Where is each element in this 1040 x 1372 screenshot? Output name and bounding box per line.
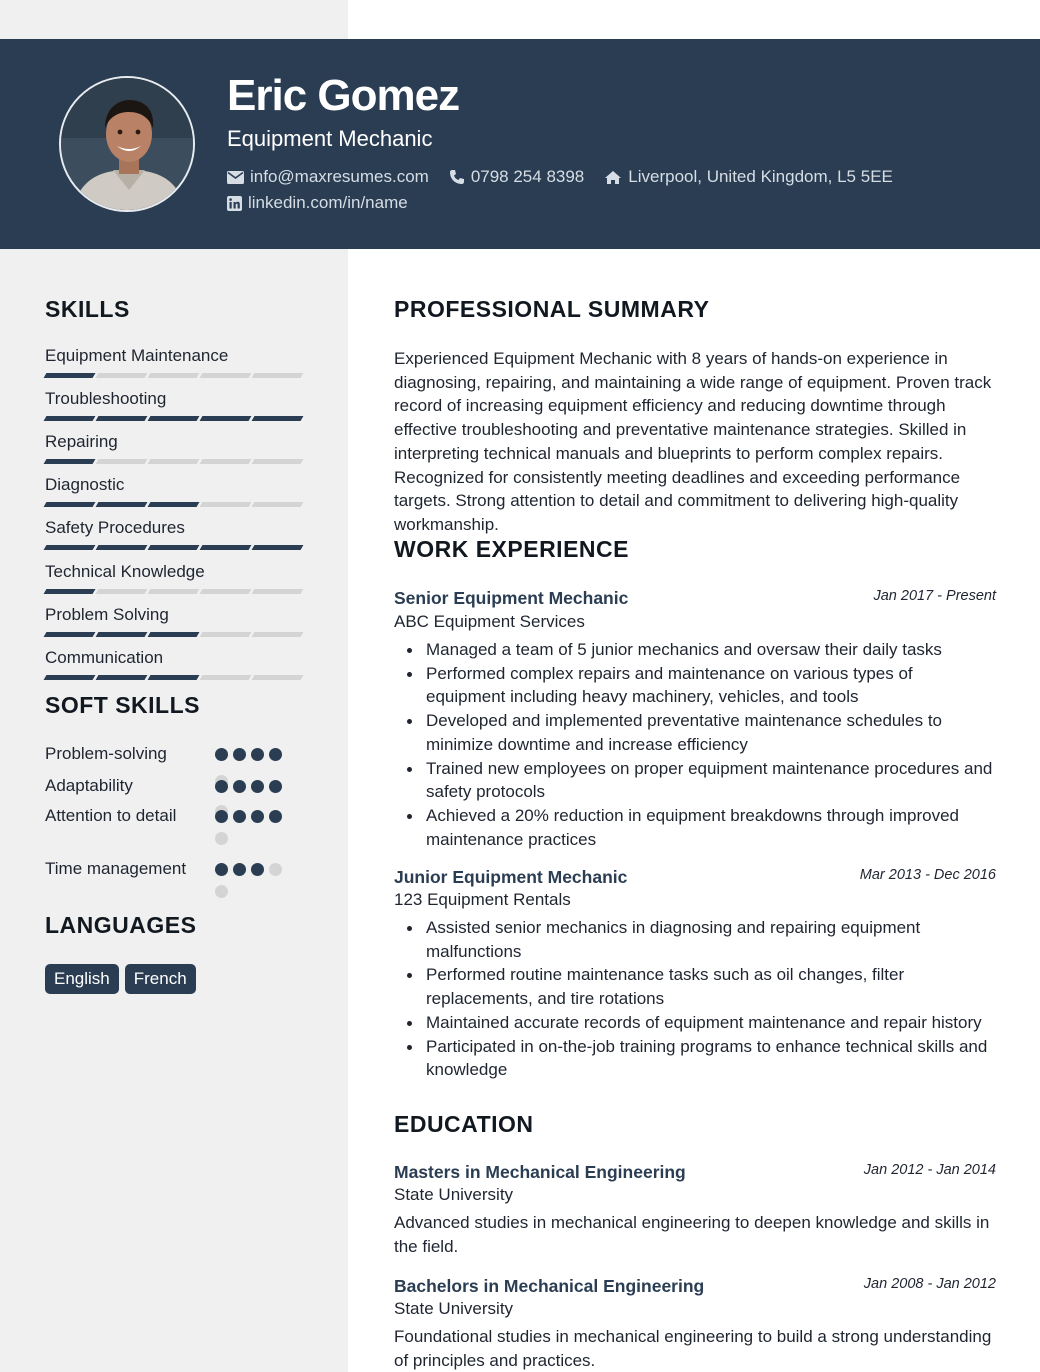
degree-title: Masters in Mechanical Engineering xyxy=(394,1162,686,1182)
envelope-icon xyxy=(227,171,244,184)
skill-level-segment xyxy=(96,545,148,550)
skill-level-bar xyxy=(45,545,305,550)
soft-skill-item xyxy=(45,774,305,798)
skill-name: Equipment Maintenance xyxy=(45,346,229,365)
education-date: Jan 2012 - Jan 2014 xyxy=(863,1162,996,1178)
skill-level-segment xyxy=(200,416,252,421)
skill-level-segment xyxy=(200,373,252,378)
skill-level-segment xyxy=(96,459,148,464)
skill-level-bar xyxy=(45,502,305,507)
contact-linkedin[interactable] xyxy=(227,193,408,213)
education-entry xyxy=(394,1162,996,1258)
contact-phone[interactable] xyxy=(449,167,584,187)
skill-level-segment xyxy=(96,373,148,378)
skill-name: Safety Procedures xyxy=(45,518,185,537)
skill-level-segment xyxy=(148,632,200,637)
job-company: ABC Equipment Services xyxy=(394,612,585,631)
skill-level-segment xyxy=(96,632,148,637)
skills-heading: SKILLS xyxy=(45,296,130,322)
skill-name: Diagnostic xyxy=(45,475,125,494)
job-entry xyxy=(394,867,996,1082)
job-bullet: Assisted senior mechanics in diagnosing and repairing equipment malfunctions xyxy=(394,916,996,963)
education-entry xyxy=(394,1276,996,1372)
skill-level-segment xyxy=(44,632,96,637)
linkedin-icon xyxy=(227,196,242,211)
skill-level-segment xyxy=(252,459,304,464)
degree-title: Bachelors in Mechanical Engineering xyxy=(394,1276,705,1296)
skill-level-segment xyxy=(148,502,200,507)
summary-text: Experienced Equipment Mechanic with 8 years of hands-on experience in diagnosing, repairing, and maintaining a wide range of equipment. Proven track record of increasing equipment efficiency and reducing downtime through effective troubleshooting and preventative maintenance strategies. Skilled in interpreting technical manuals and blueprints to perform complex repairs. Recognized for consistently meeting deadlines and exceeding performance targets. Strong attention to detail and commitment to delivering high-quality workmanship. xyxy=(394,349,992,534)
soft-skills-heading: SOFT SKILLS xyxy=(45,692,200,718)
profile-photo xyxy=(61,78,195,212)
skill-name: Technical Knowledge xyxy=(45,562,205,581)
skill-level-segment xyxy=(252,589,304,594)
job-entry xyxy=(394,588,996,851)
candidate-name: Eric Gomez xyxy=(227,71,460,120)
rating-dot xyxy=(251,748,264,761)
job-date: Jan 2017 - Present xyxy=(873,588,996,604)
rating-dot xyxy=(215,748,228,761)
skill-level-segment xyxy=(96,502,148,507)
job-date: Mar 2013 - Dec 2016 xyxy=(859,867,996,883)
education-description: Foundational studies in mechanical engineering to build a strong understanding of principles and practices. xyxy=(394,1327,992,1370)
skill-level-segment xyxy=(44,502,96,507)
skill-level-segment xyxy=(200,632,252,637)
skill-level-segment xyxy=(200,545,252,550)
home-icon xyxy=(604,170,622,185)
contact-row xyxy=(227,167,913,187)
rating-dot xyxy=(233,863,246,876)
skill-level-segment xyxy=(148,373,200,378)
phone-text: 0798 254 8398 xyxy=(470,167,585,186)
rating-dot xyxy=(269,780,282,793)
skill-level-segment xyxy=(44,416,96,421)
soft-skill-item xyxy=(45,804,305,828)
soft-skill-rating xyxy=(215,780,287,793)
rating-dot xyxy=(215,810,228,823)
skill-level-segment xyxy=(148,675,200,680)
skill-level-bar xyxy=(45,373,305,378)
candidate-role: Equipment Mechanic xyxy=(227,126,433,151)
skill-item xyxy=(45,605,305,625)
job-bullet: Trained new employees on proper equipment maintenance procedures and safety protocols xyxy=(394,757,996,804)
soft-skill-name: Time management xyxy=(45,859,187,878)
skill-level-segment xyxy=(96,589,148,594)
resume-header xyxy=(0,39,1040,249)
summary-heading: PROFESSIONAL SUMMARY xyxy=(394,296,710,322)
skill-level-segment xyxy=(148,589,200,594)
job-bullet: Maintained accurate records of equipment maintenance and repair history xyxy=(394,1011,996,1035)
job-title: Senior Equipment Mechanic xyxy=(394,588,629,608)
contact-address xyxy=(604,167,893,187)
skill-item xyxy=(45,475,305,495)
skill-level-segment xyxy=(44,373,96,378)
skill-level-segment xyxy=(252,675,304,680)
soft-skill-item xyxy=(45,742,305,766)
skill-level-segment xyxy=(200,675,252,680)
rating-dot xyxy=(251,780,264,793)
skill-level-segment xyxy=(252,502,304,507)
rating-dot xyxy=(251,863,264,876)
skill-item xyxy=(45,346,305,366)
education-date: Jan 2008 - Jan 2012 xyxy=(863,1276,996,1292)
job-bullets xyxy=(394,916,996,1082)
language-pill: English xyxy=(45,964,119,994)
soft-skill-item xyxy=(45,857,305,881)
job-company: 123 Equipment Rentals xyxy=(394,890,571,909)
skill-level-segment xyxy=(200,589,252,594)
education-description: Advanced studies in mechanical engineering to deepen knowledge and skills in the field. xyxy=(394,1213,990,1256)
job-bullet: Performed routine maintenance tasks such as oil changes, filter replacements, and tire rotations xyxy=(394,963,996,1010)
email-text: info@maxresumes.com xyxy=(250,167,429,186)
soft-skill-rating xyxy=(215,863,287,876)
soft-skill-name: Problem-solving xyxy=(45,744,167,763)
job-title: Junior Equipment Mechanic xyxy=(394,867,628,887)
rating-dot xyxy=(269,863,282,876)
skill-level-bar xyxy=(45,675,305,680)
rating-dot xyxy=(233,748,246,761)
skill-level-segment xyxy=(148,545,200,550)
rating-dot xyxy=(215,832,228,845)
skill-level-segment xyxy=(96,416,148,421)
skill-item xyxy=(45,648,305,668)
languages-list xyxy=(45,964,202,994)
address-text: Liverpool, United Kingdom, L5 5EE xyxy=(628,167,893,186)
language-pill: French xyxy=(125,964,196,994)
experience-heading: WORK EXPERIENCE xyxy=(394,536,629,562)
skill-name: Troubleshooting xyxy=(45,389,167,408)
rating-dot xyxy=(233,780,246,793)
skill-level-segment xyxy=(44,675,96,680)
skill-level-bar xyxy=(45,416,305,421)
school-name: State University xyxy=(394,1185,514,1204)
education-heading: EDUCATION xyxy=(394,1111,534,1137)
skill-level-bar xyxy=(45,632,305,637)
skill-level-segment xyxy=(252,545,304,550)
skill-level-segment xyxy=(252,373,304,378)
skill-level-bar xyxy=(45,589,305,594)
skill-item xyxy=(45,518,305,538)
avatar xyxy=(59,76,195,212)
skill-level-segment xyxy=(252,632,304,637)
skill-level-segment xyxy=(200,502,252,507)
skill-level-segment xyxy=(44,589,96,594)
skill-name: Repairing xyxy=(45,432,118,451)
skill-name: Problem Solving xyxy=(45,605,169,624)
skill-item xyxy=(45,562,305,582)
skill-level-segment xyxy=(252,416,304,421)
rating-dot xyxy=(233,810,246,823)
linkedin-text: linkedin.com/in/name xyxy=(248,193,408,212)
phone-icon xyxy=(449,169,465,185)
skill-level-segment xyxy=(200,459,252,464)
skill-level-segment xyxy=(44,545,96,550)
rating-dot xyxy=(251,810,264,823)
rating-dot xyxy=(269,748,282,761)
soft-skill-rating xyxy=(215,810,287,823)
job-bullets xyxy=(394,638,996,851)
skill-item xyxy=(45,432,305,452)
rating-dot xyxy=(215,863,228,876)
languages-heading: LANGUAGES xyxy=(45,912,197,938)
skill-level-bar xyxy=(45,459,305,464)
soft-skill-rating xyxy=(215,748,287,761)
job-bullet: Developed and implemented preventative maintenance schedules to minimize downtime and increase efficiency xyxy=(394,709,996,756)
contact-row xyxy=(227,193,428,213)
skill-level-segment xyxy=(148,416,200,421)
job-bullet: Managed a team of 5 junior mechanics and oversaw their daily tasks xyxy=(394,638,996,662)
skill-level-segment xyxy=(96,675,148,680)
skill-level-segment xyxy=(44,459,96,464)
job-bullet: Performed complex repairs and maintenance on various types of equipment including heavy machinery, vehicles, and tools xyxy=(394,662,996,709)
soft-skill-name: Adaptability xyxy=(45,776,133,795)
soft-skill-name: Attention to detail xyxy=(45,806,177,825)
contact-email[interactable] xyxy=(227,167,429,187)
skill-level-segment xyxy=(148,459,200,464)
skill-name: Communication xyxy=(45,648,164,667)
job-bullet: Achieved a 20% reduction in equipment breakdowns through improved maintenance practices xyxy=(394,804,996,851)
skill-item xyxy=(45,389,305,409)
rating-dot xyxy=(269,810,282,823)
rating-dot xyxy=(215,780,228,793)
rating-dot xyxy=(215,885,228,898)
job-bullet: Participated in on-the-job training programs to enhance technical skills and knowledge xyxy=(394,1035,996,1082)
school-name: State University xyxy=(394,1299,514,1318)
